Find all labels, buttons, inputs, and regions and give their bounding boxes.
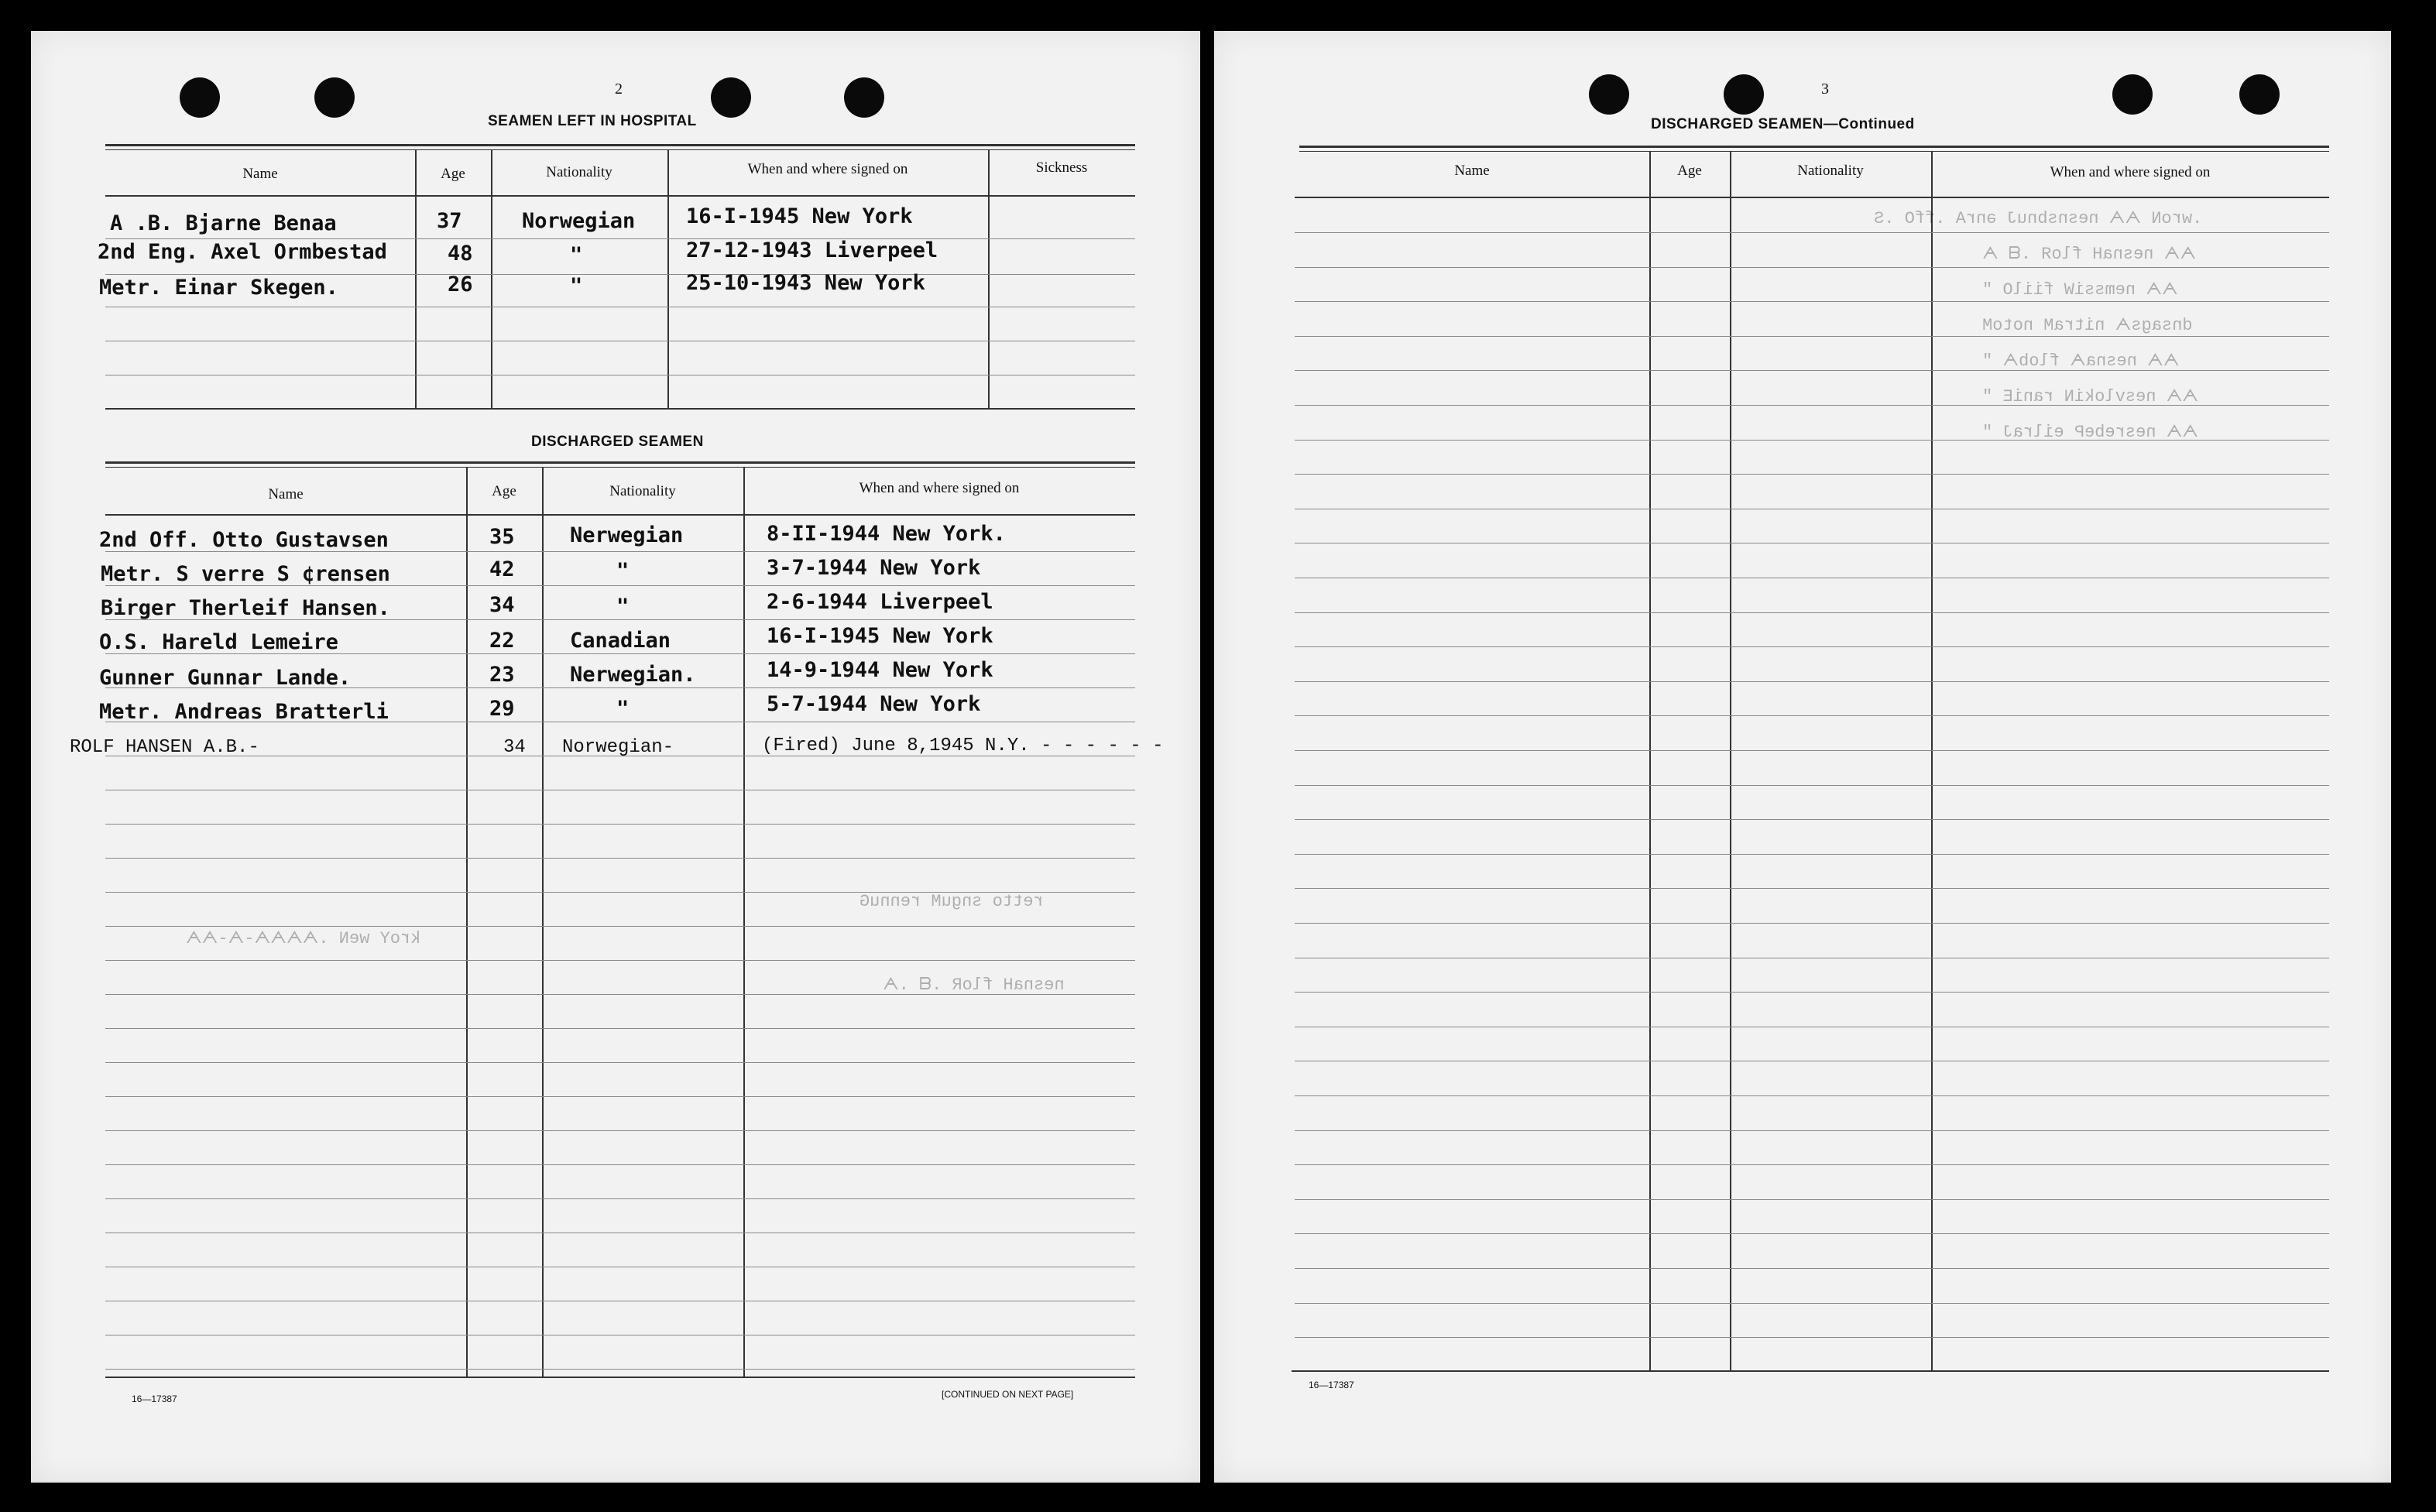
hospital-age: 37: [437, 209, 462, 233]
hospital-signed: 25-10-1943 New York: [686, 271, 925, 295]
continued-note: [CONTINUED ON NEXT PAGE]: [942, 1389, 1074, 1400]
discharged-nationality: ": [616, 697, 630, 721]
punch-hole: [2239, 74, 2280, 115]
row-rule: [1295, 681, 2329, 682]
bleed-through-text: retto snguM rennuG: [859, 892, 1044, 911]
form-number: 16—17387: [1309, 1380, 1354, 1390]
table-rule: [105, 514, 1135, 516]
discharged-name: Birger Therleif Hansen.: [101, 596, 390, 620]
discharged-name: Metr. S verre S ¢rensen: [101, 562, 390, 586]
row-rule: [1295, 336, 2329, 337]
table-rule: [105, 408, 1135, 410]
row-rule: [105, 274, 1135, 275]
hospital-signed: 16-I-1945 New York: [686, 204, 913, 228]
table-rule: [105, 1377, 1135, 1378]
discharged-signed: 8-II-1944 New York.: [767, 522, 1006, 546]
punch-hole: [1724, 74, 1764, 115]
hospital-nationality: ": [570, 243, 583, 267]
table-rule: [1299, 151, 2329, 152]
bleed-through-text: ᗅᗅ nesvlоkiN ranіE ": [1982, 387, 2199, 406]
discharged-signed: 3-7-1944 New York: [767, 556, 981, 580]
discharged-age: 34: [489, 593, 515, 617]
row-rule: [105, 960, 1135, 961]
header-name: Name: [242, 166, 278, 182]
header-nationality: Nationality: [546, 164, 612, 180]
row-rule: [105, 1028, 1135, 1029]
table-rule: [1295, 197, 2329, 198]
discharged-age: 23: [489, 663, 515, 687]
table-rule: [1292, 1370, 2329, 1372]
column-divider: [466, 468, 468, 1377]
row-rule: [1295, 1095, 2329, 1096]
row-rule: [1295, 819, 2329, 820]
bleed-through-text: nesnaH floR .ᗺ .ᗅ: [883, 975, 1065, 995]
discharged-age: 29: [489, 697, 515, 721]
table-rule: [105, 461, 1135, 464]
row-rule: [1295, 888, 2329, 889]
discharged-age: 34: [503, 737, 526, 758]
row-rule: [1295, 785, 2329, 786]
hospital-signed: 27-12-1943 Liverpeel: [686, 238, 938, 262]
hospital-age: 26: [448, 273, 473, 297]
table-rule: [1299, 146, 2329, 148]
column-divider: [743, 468, 745, 1377]
discharged-title: DISCHARGED SEAMEN: [531, 434, 704, 450]
discharged-nationality: Norwegian-: [562, 737, 674, 758]
discharged-nationality: Nerwegian: [570, 523, 684, 547]
punch-hole: [2112, 74, 2153, 115]
row-rule: [105, 1130, 1135, 1131]
row-rule: [1295, 612, 2329, 613]
column-divider: [1730, 152, 1731, 1371]
header-name: Name: [268, 486, 304, 502]
hospital-title: SEAMEN LEFT IN HOSPITAL: [488, 113, 697, 129]
row-rule: [1295, 992, 2329, 993]
row-rule: [1295, 646, 2329, 647]
header-nationality: Nationality: [609, 483, 676, 499]
hospital-name: A .B. Bjarne Benaa: [110, 211, 337, 235]
row-rule: [1295, 232, 2329, 233]
row-rule: [1295, 1233, 2329, 1234]
hospital-name: 2nd Eng. Axel Ormbestad: [98, 240, 387, 264]
page-number: 2: [615, 81, 623, 98]
column-divider: [491, 150, 492, 409]
column-divider: [988, 150, 990, 409]
discharged-signed: 2-6-1944 Liverpeel: [767, 590, 993, 614]
form-number: 16—17387: [132, 1394, 177, 1404]
bleed-through-text: ᗅᗅ nesnaH flоЯ .ᗺ ᗅ: [1982, 245, 2197, 264]
bleed-through-text: dnsagsᗅ nitraM nоtоM: [1982, 316, 2193, 335]
row-rule: [1295, 474, 2329, 475]
bleed-through-text: kroY weN .ᗅᗅᗅᗅ-ᗅ-ᗅᗅ: [186, 929, 421, 948]
punch-hole: [180, 77, 220, 118]
row-rule: [1295, 1337, 2329, 1338]
discharged-signed: 5-7-1944 New York: [767, 692, 981, 716]
continued-title: DISCHARGED SEAMEN—Continued: [1651, 116, 1915, 132]
header-signed: When and where signed on: [2050, 164, 2211, 180]
header-age: Age: [441, 166, 465, 182]
punch-hole: [314, 77, 355, 118]
row-rule: [105, 1062, 1135, 1063]
column-divider: [667, 150, 669, 409]
hospital-name: Metr. Einar Skegen.: [99, 276, 338, 300]
discharged-name: 2nd Off. Otto Gustavsen: [99, 528, 389, 552]
discharged-nationality: Nerwegian.: [570, 663, 696, 687]
row-rule: [105, 1369, 1135, 1370]
table-rule: [105, 467, 1135, 468]
hospital-nationality: Norwegian: [522, 209, 636, 233]
row-rule: [105, 1164, 1135, 1165]
row-rule: [1295, 715, 2329, 716]
header-age: Age: [1677, 163, 1702, 179]
hospital-age: 48: [448, 242, 473, 266]
bleed-through-text: ᗅᗅ nesnaᗅ flоbᗅ ": [1982, 351, 2180, 371]
row-rule: [1295, 1303, 2329, 1304]
row-rule: [105, 1198, 1135, 1199]
bleed-through-text: ᗅᗅ nemssiW fiilО ": [1982, 280, 2178, 300]
column-divider: [1649, 152, 1651, 1371]
row-rule: [105, 238, 1135, 239]
discharged-age: 35: [489, 525, 515, 549]
table-rule: [105, 149, 1135, 150]
row-rule: [1295, 1268, 2329, 1269]
header-signed: When and where signed on: [747, 161, 908, 177]
punch-hole: [711, 77, 751, 118]
discharged-name: ROLF HANSEN A.B.-: [70, 737, 259, 758]
row-rule: [1295, 267, 2329, 268]
bleed-through-text: .wrоN ᗅᗅ nesnsbnuJ ənrA .ffO .S: [1874, 209, 2203, 228]
discharged-nationality: Canadian: [570, 629, 671, 653]
row-rule: [1295, 854, 2329, 855]
header-age: Age: [492, 483, 516, 499]
discharged-name: O.S. Hareld Lemeire: [99, 630, 338, 654]
page-number: 3: [1821, 81, 1829, 98]
table-rule: [105, 144, 1135, 146]
table-rule: [105, 195, 1135, 197]
row-rule: [105, 824, 1135, 825]
row-rule: [105, 1096, 1135, 1097]
discharged-signed: 16-I-1945 New York: [767, 624, 993, 648]
column-divider: [415, 150, 417, 409]
header-sickness: Sickness: [1035, 159, 1088, 176]
column-divider: [1931, 152, 1933, 1371]
discharged-name: Gunner Gunnar Lande.: [99, 666, 352, 690]
row-rule: [1295, 1130, 2329, 1131]
row-rule: [1295, 750, 2329, 751]
punch-hole: [1589, 74, 1629, 115]
row-rule: [105, 858, 1135, 859]
header-name: Name: [1454, 163, 1490, 179]
punch-hole: [844, 77, 884, 118]
discharged-signed: (Fired) June 8,1945 N.Y. - - - - - -: [762, 735, 1164, 756]
row-rule: [105, 926, 1135, 927]
discharged-signed: 14-9-1944 New York: [767, 658, 993, 682]
discharged-nationality: ": [616, 559, 630, 583]
bleed-through-text: ᗅᗅ nesrebeP eilraJ ": [1982, 423, 2199, 442]
row-rule: [1295, 1164, 2329, 1165]
right-page: [1214, 31, 2391, 1483]
header-nationality: Nationality: [1797, 163, 1864, 179]
discharged-name: Metr. Andreas Bratterli: [99, 700, 389, 724]
discharged-age: 42: [489, 557, 515, 581]
row-rule: [1295, 923, 2329, 924]
column-divider: [542, 468, 544, 1377]
header-signed: When and where signed on: [859, 480, 1020, 496]
discharged-nationality: ": [616, 595, 630, 619]
hospital-nationality: ": [570, 274, 583, 298]
row-rule: [1295, 1199, 2329, 1200]
discharged-age: 22: [489, 629, 515, 653]
row-rule: [1295, 301, 2329, 302]
